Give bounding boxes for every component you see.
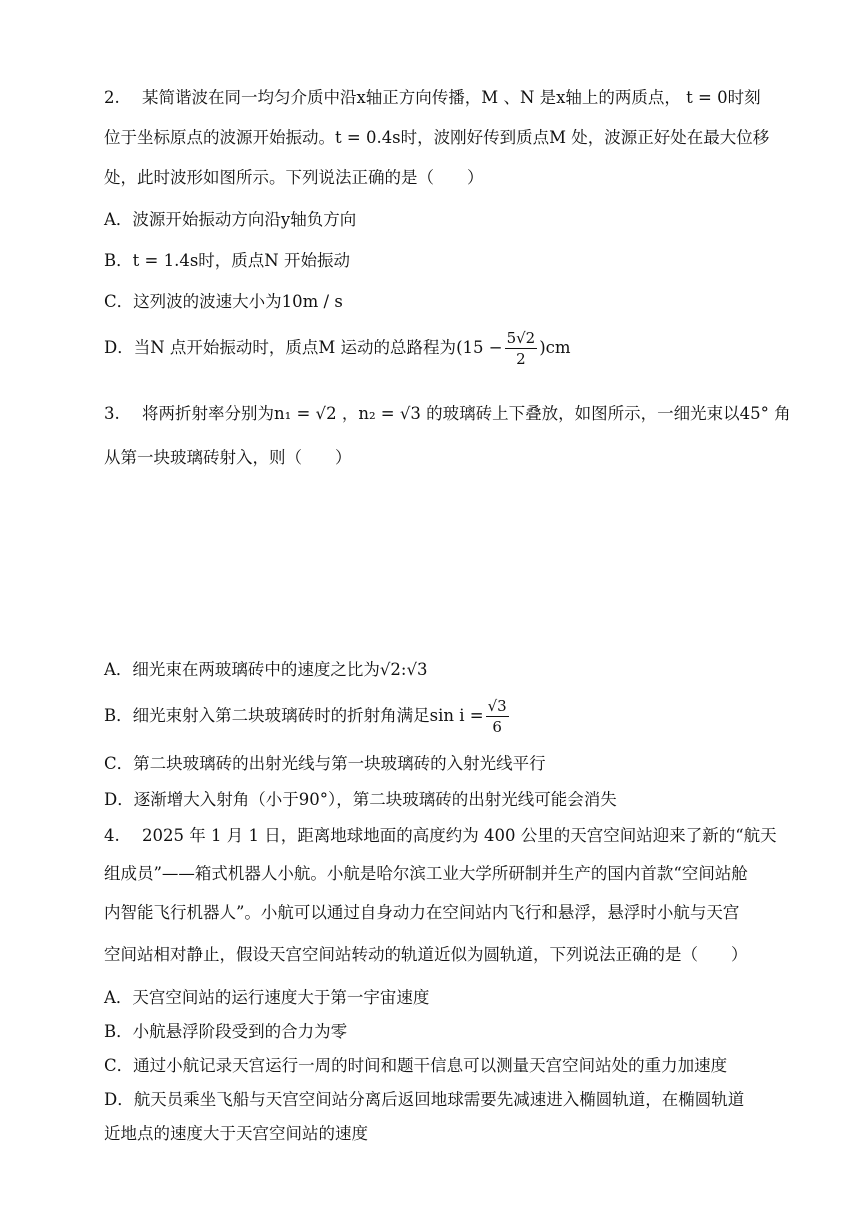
q4-option-b: B．小航悬浮阶段受到的合力为零	[104, 1022, 348, 1041]
q4-option-d-continued: 近地点的速度大于天宫空间站的速度	[104, 1124, 368, 1143]
q2-stem-line3: 处，此时波形如图所示。下列说法正确的是（ ）	[104, 168, 484, 187]
q4-stem-line1: 4. 2025 年 1 月 1 日，距离地球地面的高度约为 400 公里的天宫空间站迎来了新的“航天	[104, 826, 777, 845]
q2-stem-line1: 2. 某简谐波在同一均匀介质中沿x轴正方向传播，M 、N 是x轴上的两质点， t = 0时刻	[104, 88, 761, 107]
q4-option-c: C．通过小航记录天宫运行一周的时间和题干信息可以测量天宫空间站处的重力加速度	[104, 1056, 728, 1075]
q2-number: 2.	[104, 88, 120, 107]
q3-option-b: B．细光束射入第二块玻璃砖时的折射角满足sin i = $\frac{√3}{6}$	[104, 697, 507, 736]
q4-stem-line3: 内智能飞行机器人”。小航可以通过自身动力在空间站内飞行和悬浮，悬浮时小航与天宫	[104, 903, 740, 922]
q3-option-b-fraction: $\frac{√3}{6}$	[487, 697, 507, 736]
q4-number: 4.	[104, 826, 120, 845]
q2-option-c: C．这列波的波速大小为10m / s	[104, 292, 343, 311]
q3-stem-line2: 从第一块玻璃砖射入，则（ ）	[104, 448, 352, 467]
q4-stem-line2: 组成员”——箱式机器人小航。小航是哈尔滨工业大学所研制并生产的国内首款“空间站舱	[104, 864, 748, 883]
q4-option-a: A．天宫空间站的运行速度大于第一宇宙速度	[104, 988, 430, 1007]
q4-stem-line4: 空间站相对静止，假设天宫空间站转动的轨道近似为圆轨道，下列说法正确的是（ ）	[104, 945, 748, 964]
q2-stem-line2: 位于坐标原点的波源开始振动。t = 0.4s时，波刚好传到质点M 处，波源正好处在最大位移	[104, 128, 770, 147]
q3-option-d: D．逐渐增大入射角（小于90°），第二块玻璃砖的出射光线可能会消失	[104, 790, 617, 809]
q2-option-a: A．波源开始振动方向沿y轴负方向	[104, 210, 357, 229]
q4-option-d: D．航天员乘坐飞船与天宫空间站分离后返回地球需要先减速进入椭圆轨道，在椭圆轨道	[104, 1090, 745, 1109]
q2-option-b: B．t = 1.4s时，质点N 开始振动	[104, 251, 350, 270]
q2-option-d: D．当N 点开始振动时，质点M 运动的总路程为(15 − $\frac{5√2}{2}$ )cm	[104, 329, 571, 368]
q2-option-d-fraction: $\frac{5√2}{2}$	[506, 329, 536, 368]
q3-option-a: A．细光束在两玻璃砖中的速度之比为√2:√3	[104, 660, 428, 679]
q3-figure-area	[104, 470, 784, 640]
q3-stem-line1: 3. 将两折射率分别为n₁ = √2 ，n₂ = √3 的玻璃砖上下叠放，如图所示，一细光束以45° 角	[104, 404, 791, 423]
q3-option-c: C．第二块玻璃砖的出射光线与第一块玻璃砖的入射光线平行	[104, 754, 546, 773]
q3-number: 3.	[104, 404, 120, 423]
